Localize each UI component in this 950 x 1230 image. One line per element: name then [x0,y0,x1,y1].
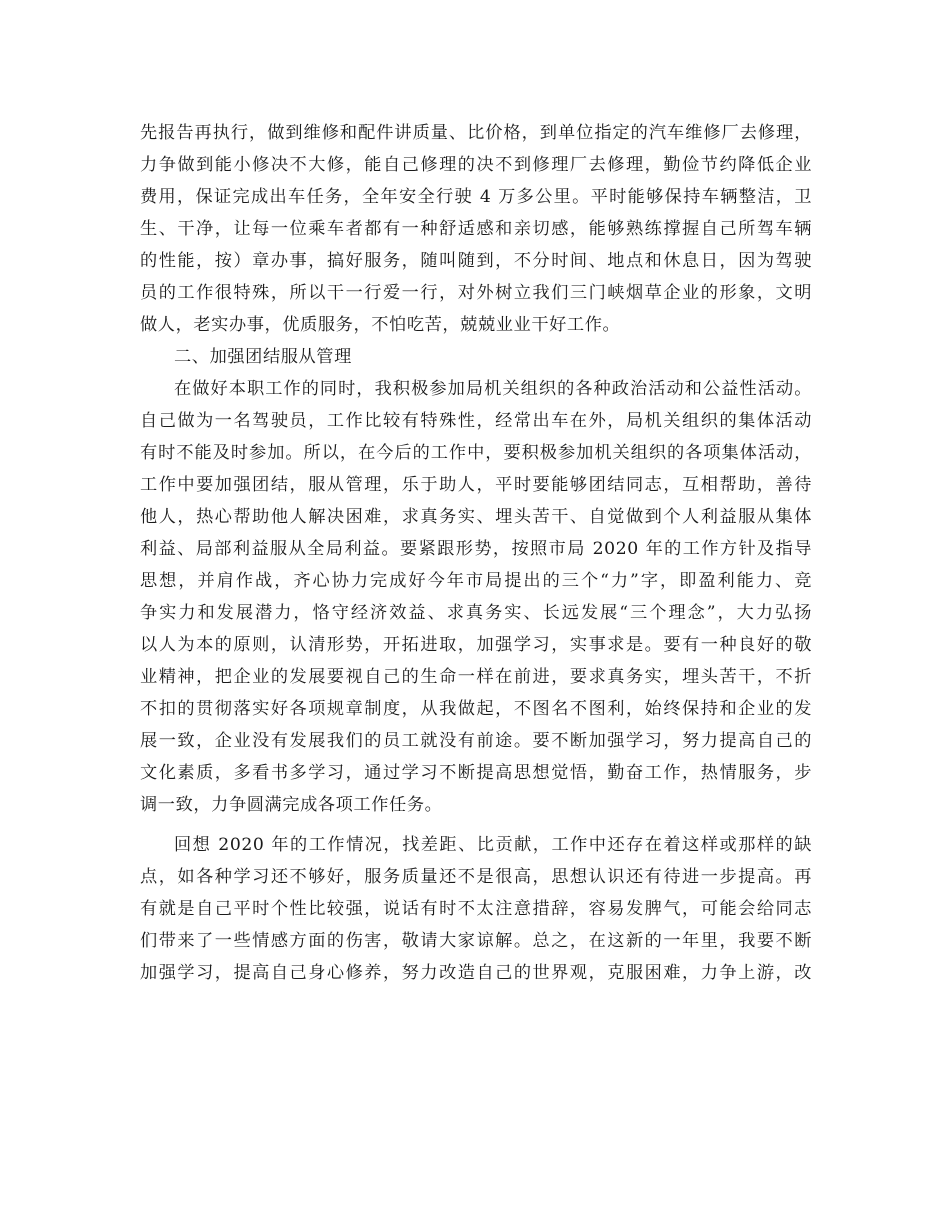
document-page [140,117,812,989]
text-line: 调一致，力争圆满完成各项工作任务。 [140,795,443,815]
paragraph-vehicle-maintenance [140,117,812,341]
section-heading: 二、加强团结服从管理 [174,347,352,367]
text-line: 思想，并肩作战，齐心协力完成好今年市局提出的三个“力”字，即盈利能力、竞 [140,571,812,591]
text-line: 利益、局部利益服从全局利益。要紧跟形势，按照市局 2020 年的工作方针及指导 [140,539,812,559]
text-line: 生、干净，让每一位乘车者都有一种舒适感和亲切感，能够熟练撑握自己所驾车辆 [140,219,812,239]
text-line: 以人为本的原则，认清形势，开拓进取，加强学习，实事求是。要有一种良好的敬 [140,635,812,655]
text-line: 费用，保证完成出车任务，全年安全行驶 4 万多公里。平时能够保持车辆整洁，卫 [140,187,812,207]
text-line: 先报告再执行，做到维修和配件讲质量、比价格，到单位指定的汽车维修厂去修理， [140,123,812,143]
paragraph-reflection [140,829,812,989]
text-line: 他人，热心帮助他人解决困难，求真务实、埋头苦干、自觉做到个人利益服从集体 [140,507,812,527]
text-line: 有就是自己平时个性比较强，说话有时不太注意措辞，容易发脾气，可能会给同志 [140,899,812,919]
text-line: 的性能，按）章办事，搞好服务，随叫随到，不分时间、地点和休息日，因为驾驶 [140,251,812,271]
text-line: 自己做为一名驾驶员，工作比较有特殊性，经常出车在外，局机关组织的集体活动 [140,411,812,431]
text-line: 点，如各种学习还不够好，服务质量还不是很高，思想认识还有待进一步提高。再 [140,867,812,887]
paragraph-unity-management [140,373,812,821]
text-line: 争实力和发展潜力，恪守经济效益、求真务实、长远发展“三个理念”，大力弘扬 [140,603,812,623]
paragraph-spacer [140,821,812,829]
text-line: 们带来了一些情感方面的伤害，敬请大家谅解。总之，在这新的一年里，我要不断 [140,931,812,951]
text-line: 工作中要加强团结，服从管理，乐于助人，平时要能够团结同志，互相帮助，善待 [140,475,812,495]
text-line: 回想 2020 年的工作情况，找差距、比贡献，工作中还存在着这样或那样的缺 [174,835,812,855]
text-line: 员的工作很特殊，所以干一行爱一行，对外树立我们三门峡烟草企业的形象，文明 [140,283,812,303]
text-line: 展一致，企业没有发展我们的员工就没有前途。要不断加强学习，努力提高自己的 [140,731,812,751]
text-line: 业精神，把企业的发展要视自己的生命一样在前进，要求真务实，埋头苦干，不折 [140,667,812,687]
text-line: 力争做到能小修决不大修，能自己修理的决不到修理厂去修理，勤俭节约降低企业 [140,155,812,175]
text-line: 文化素质，多看书多学习，通过学习不断提高思想觉悟，勤奋工作，热情服务，步 [140,763,812,783]
text-line: 在做好本职工作的同时，我积极参加局机关组织的各种政治活动和公益性活动。 [174,379,812,399]
text-line: 做人，老实办事，优质服务，不怕吃苦，兢兢业业干好工作。 [140,315,621,335]
text-line: 有时不能及时参加。所以，在今后的工作中，要积极参加机关组织的各项集体活动， [140,443,812,463]
text-line: 不扣的贯彻落实好各项规章制度，从我做起，不图名不图利，始终保持和企业的发 [140,699,812,719]
text-line: 加强学习，提高自己身心修养，努力改造自己的世界观，克服困难，力争上游，改 [140,963,812,983]
